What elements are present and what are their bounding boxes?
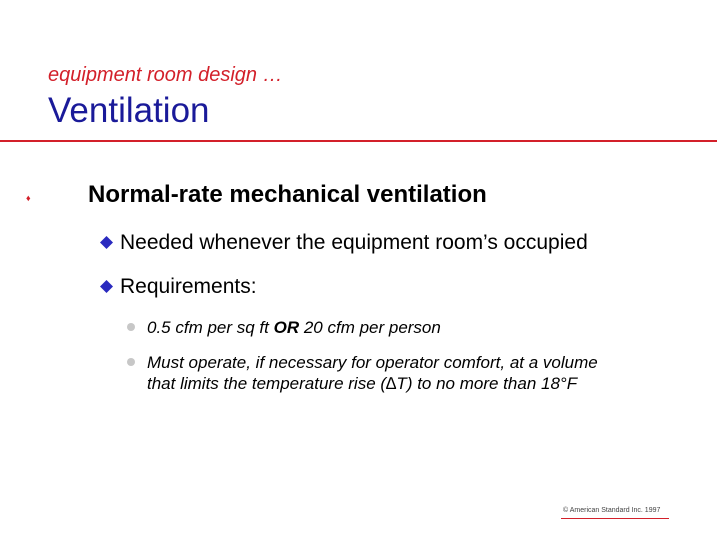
rate-text-post: 20 cfm per person: [299, 318, 441, 337]
operate-line-1: Must operate, if necessary for operator comfort, at a volume: [147, 353, 598, 372]
bullet-level3-rate: [147, 317, 441, 338]
bullet-level3-operate: [147, 352, 598, 394]
operate-line-2: that limits the temperature rise (∆T) to no more than 18°F: [147, 374, 578, 393]
slide-title: Ventilation: [48, 91, 210, 130]
bullet-level1-text: Normal-rate mechanical ventilation: [88, 181, 487, 208]
rate-text-pre: 0.5 cfm per sq ft: [147, 318, 274, 337]
dot-bullet-icon: [127, 358, 135, 366]
rate-text-or: OR: [273, 318, 300, 337]
bullet-level2-needed: Needed whenever the equipment room’s occupied: [120, 231, 588, 254]
footer-divider: [561, 518, 669, 519]
copyright-footer: © American Standard Inc. 1997: [563, 507, 661, 514]
diamond-bullet-icon: [100, 280, 113, 293]
slide-subtitle: equipment room design …: [48, 64, 283, 86]
title-divider: [0, 140, 717, 142]
bullet-level2-requirements: Requirements:: [120, 275, 257, 298]
dot-bullet-icon: [127, 323, 135, 331]
diamond-bullet-icon: [100, 236, 113, 249]
small-diamond-bullet-icon: ♦: [26, 193, 31, 203]
